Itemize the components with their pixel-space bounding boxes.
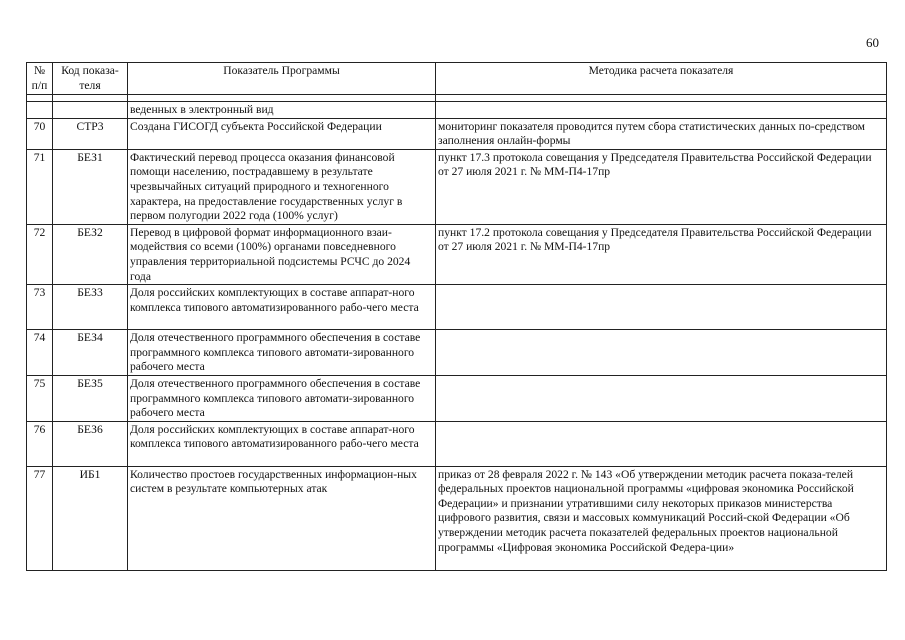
table-row (27, 224, 887, 284)
header-indicator: Показатель Программы (128, 63, 436, 95)
row-code: БЕЗ3 (53, 285, 128, 330)
row-num: 77 (27, 466, 53, 570)
row-indicator: Фактический перевод процесса оказания финансовой помощи населению, пострадавшему в результате чрезвычайных ситуаций природного и техногенного характера, на предоставление государственных услуг в первом полугодии 2022 года (100% услуг) (128, 149, 436, 224)
row-indicator: Создана ГИСОГД субъекта Российской Федерации (128, 118, 436, 149)
spacer-cell (27, 95, 53, 102)
row-method (436, 102, 887, 119)
row-code: СТР3 (53, 118, 128, 149)
row-num: 75 (27, 375, 53, 421)
row-method (436, 421, 887, 466)
row-num: 76 (27, 421, 53, 466)
row-method: пункт 17.3 протокола совещания у Председателя Правительства Российской Федерации от 27 июля 2021 г. № ММ-П4-17пр (436, 149, 887, 224)
row-indicator: Доля российских комплектующих в составе аппарат-ного комплекса типового автоматизированного рабо-чего места (128, 285, 436, 330)
page-number: 60 (866, 35, 879, 50)
table-row (27, 330, 887, 376)
row-method (436, 285, 887, 330)
table-row-continuation (27, 102, 887, 119)
row-num: 71 (27, 149, 53, 224)
row-indicator: Перевод в цифровой формат информационного взаи-модействия со всеми (100%) органами повседневного управления территориальной подсистемы РСЧС до 2024 года (128, 224, 436, 284)
row-indicator: Доля российских комплектующих в составе аппарат-ного комплекса типового автоматизированного рабо-чего места (128, 421, 436, 466)
row-method: мониторинг показателя проводится путем сбора статистических данных по-средством заполнения онлайн-формы (436, 118, 887, 149)
table-row (27, 118, 887, 149)
spacer-cell (436, 95, 887, 102)
table-row (27, 285, 887, 330)
row-method (436, 330, 887, 376)
header-method: Методика расчета показателя (436, 63, 887, 95)
table-row (27, 466, 887, 570)
header-code: Код показа-теля (53, 63, 128, 95)
row-code: БЕЗ5 (53, 375, 128, 421)
row-indicator: веденных в электронный вид (128, 102, 436, 119)
row-indicator: Доля отечественного программного обеспечения в составе программного комплекса типового автомати-зированного рабочего места (128, 375, 436, 421)
row-code: БЕЗ4 (53, 330, 128, 376)
row-num: 70 (27, 118, 53, 149)
row-num: 74 (27, 330, 53, 376)
row-code: БЕЗ2 (53, 224, 128, 284)
spacer-cell (128, 95, 436, 102)
spacer-cell (53, 95, 128, 102)
row-indicator: Количество простоев государственных информацион-ных систем в результате компьютерных атак (128, 466, 436, 570)
indicators-table (26, 62, 887, 571)
row-num: 72 (27, 224, 53, 284)
spacer-row (27, 95, 887, 102)
header-num: № п/п (27, 63, 53, 95)
row-method (436, 375, 887, 421)
table-row (27, 375, 887, 421)
row-code: БЕЗ6 (53, 421, 128, 466)
table-row (27, 149, 887, 224)
row-code (53, 102, 128, 119)
table-header-row (27, 63, 887, 95)
row-method: приказ от 28 февраля 2022 г. № 143 «Об утверждении методик расчета показа-телей федеральных проектов национальной программы «цифровая экономика Российской Федерации» и признании утратившими силу некоторых приказов министерства цифрового развития, связи и массовых коммуникаций Россий-ской Федерации «Об утверждении методик расчета показателей федеральных проектов национальной программы «Цифровая экономика Российской Федера-ции» (436, 466, 887, 570)
table-row (27, 421, 887, 466)
row-num: 73 (27, 285, 53, 330)
row-code: ИБ1 (53, 466, 128, 570)
row-indicator: Доля отечественного программного обеспечения в составе программного комплекса типового автомати-зированного рабочего места (128, 330, 436, 376)
row-num (27, 102, 53, 119)
row-code: БЕЗ1 (53, 149, 128, 224)
row-method: пункт 17.2 протокола совещания у Председателя Правительства Российской Федерации от 27 июля 2021 г. № ММ-П4-17пр (436, 224, 887, 284)
